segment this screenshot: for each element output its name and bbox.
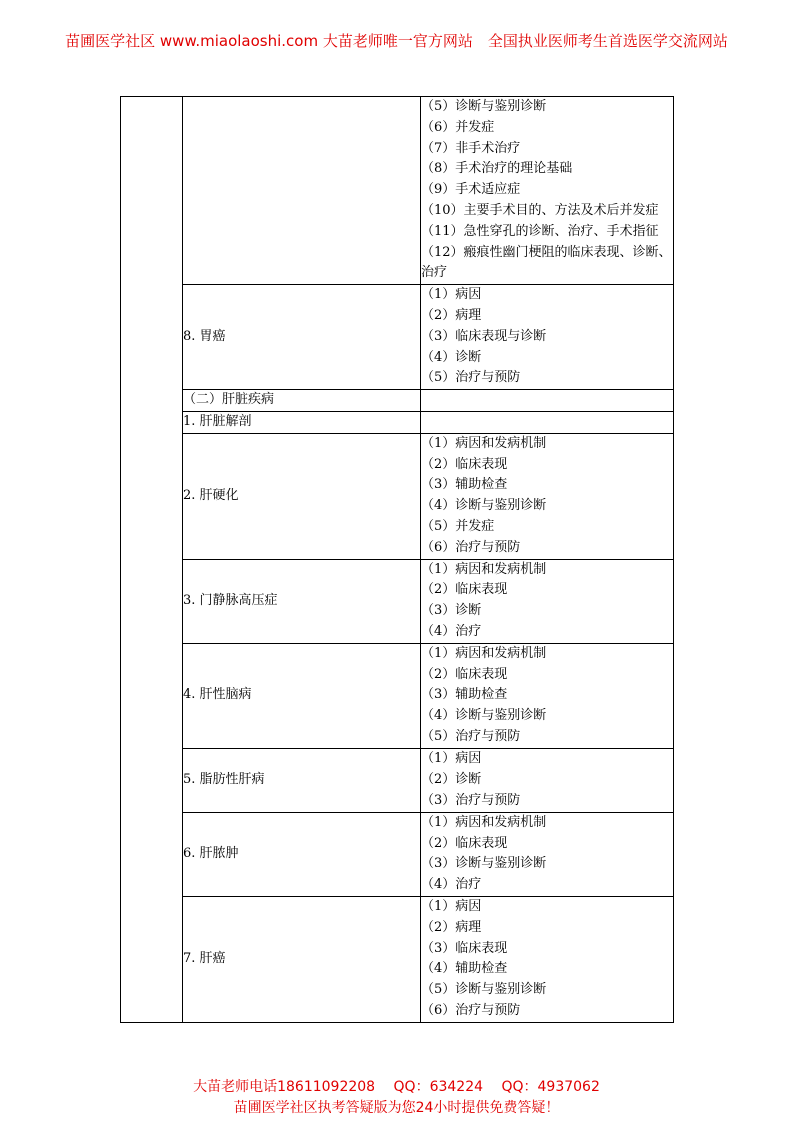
list-item: （2）病理	[421, 919, 482, 935]
list-item: （3）诊断与鉴别诊断	[421, 856, 547, 872]
topic-cell: 3. 门静脉高压症	[183, 559, 421, 643]
list-item: （5）治疗与预防	[421, 728, 521, 744]
list-item: （1）病因和发病机制	[421, 645, 547, 661]
items-cell	[421, 896, 674, 1022]
list-item: （2）临床表现	[421, 456, 508, 472]
list-item: （1）病因	[421, 751, 482, 766]
unit-column	[121, 97, 183, 1023]
footer-notice: 苗圃医学社区执考答疑版为您24小时提供免费答疑！	[233, 1100, 560, 1116]
list-item: （5）诊断与鉴别诊断	[421, 982, 547, 998]
list-item: （10）主要手术目的、方法及术后并发症	[421, 202, 659, 218]
list-item: （9）手术适应症	[421, 182, 521, 198]
list-item: （5）诊断与鉴别诊断	[421, 99, 547, 114]
list-item: （5）并发症	[421, 518, 495, 534]
list-item: （2）临床表现	[421, 666, 508, 682]
items-cell	[421, 812, 674, 896]
topic-cell: 6. 肝脓肿	[183, 812, 421, 896]
table-row	[121, 433, 674, 559]
list-item: （3）诊断	[421, 603, 482, 619]
items-cell	[421, 643, 674, 748]
table-row	[121, 812, 674, 896]
table-row	[121, 559, 674, 643]
table-row	[121, 643, 674, 748]
table-row	[121, 748, 674, 812]
topic-cell: 7. 肝癌	[183, 896, 421, 1022]
items-cell	[421, 390, 674, 412]
list-item: （2）诊断	[421, 771, 482, 787]
list-item: （1）病因和发病机制	[421, 814, 547, 830]
list-item: （7）非手术治疗	[421, 140, 521, 156]
list-item: （3）临床表现	[421, 940, 508, 956]
list-item: （6）治疗与预防	[421, 1002, 521, 1018]
list-item: （4）治疗	[421, 623, 482, 639]
topic-cell: 4. 肝性脑病	[183, 643, 421, 748]
topic-cell: 2. 肝硬化	[183, 433, 421, 559]
section-heading: （二）肝脏疾病	[183, 390, 421, 412]
list-item: （11）急性穿孔的诊断、治疗、手术指征	[421, 223, 659, 239]
list-item: （12）瘢痕性幽门梗阻的临床表现、诊断、治疗	[421, 244, 672, 281]
list-item: （4）诊断与鉴别诊断	[421, 708, 547, 724]
list-item: （3）治疗与预防	[421, 792, 521, 808]
list-item: （1）病因和发病机制	[421, 561, 547, 577]
list-item: （6）治疗与预防	[421, 539, 521, 555]
page-header: 苗圃医学社区 www.miaolaoshi.com 大苗老师唯一官方网站 全国执业医师考生首选医学交流网站	[65, 32, 728, 50]
list-item: （6）并发症	[421, 119, 495, 135]
list-item: （5）治疗与预防	[421, 370, 521, 386]
list-item: （3）临床表现与诊断	[421, 328, 547, 344]
list-item: （3）辅助检查	[421, 687, 508, 703]
topic-cell: 1. 肝脏解剖	[183, 411, 421, 433]
list-item: （3）辅助检查	[421, 477, 508, 493]
list-item: （1）病因	[421, 287, 482, 303]
items-cell	[421, 97, 674, 285]
items-cell	[421, 285, 674, 390]
list-item: （4）辅助检查	[421, 961, 508, 977]
list-item: （2）临床表现	[421, 835, 508, 851]
topic-cell	[183, 97, 421, 285]
items-cell	[421, 411, 674, 433]
items-cell	[421, 433, 674, 559]
list-item: （2）病理	[421, 307, 482, 323]
topic-cell: 8. 胃癌	[183, 285, 421, 390]
list-item: （8）手术治疗的理论基础	[421, 161, 573, 177]
list-item: （4）诊断与鉴别诊断	[421, 498, 547, 514]
list-item: （2）临床表现	[421, 582, 508, 598]
list-item: （4）诊断	[421, 349, 482, 365]
table-row	[121, 411, 674, 433]
table-row	[121, 896, 674, 1022]
syllabus-table	[120, 96, 674, 1023]
topic-cell: 5. 脂肪性肝病	[183, 748, 421, 812]
items-cell	[421, 559, 674, 643]
table-row	[121, 97, 674, 285]
table-row	[121, 390, 674, 412]
list-item: （1）病因和发病机制	[421, 435, 547, 451]
table-row	[121, 285, 674, 390]
footer-contact: 大苗老师电话18611092208 QQ：634224 QQ：4937062	[193, 1079, 600, 1095]
items-cell	[421, 748, 674, 812]
list-item: （4）治疗	[421, 877, 482, 893]
list-item: （1）病因	[421, 899, 482, 914]
